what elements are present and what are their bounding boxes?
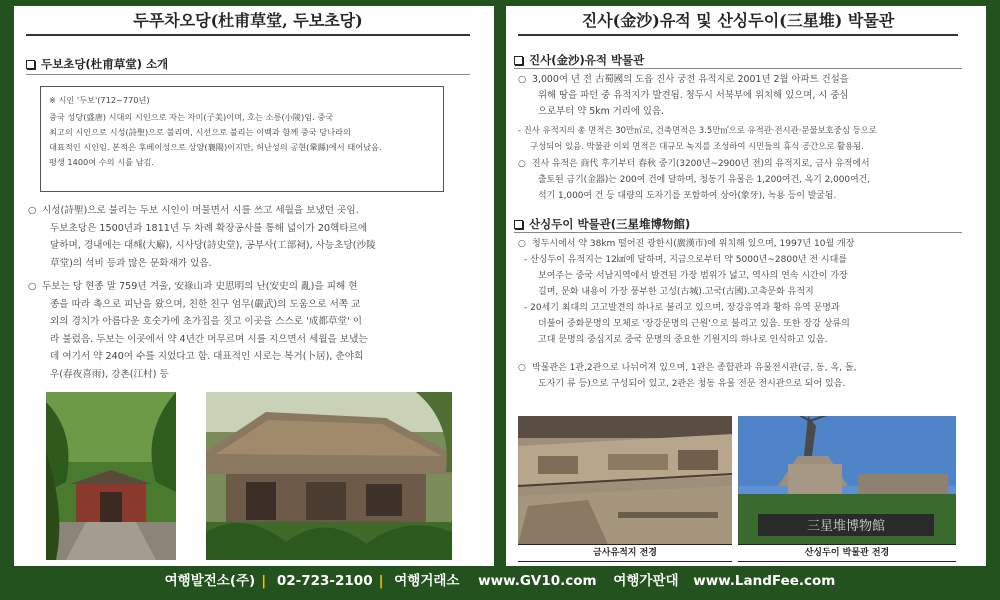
checkbox-square-icon bbox=[514, 220, 523, 229]
info-line: 평생 1400여 수의 시를 남김. bbox=[49, 157, 155, 167]
info-line: 대표적인 시인임. 본적은 후베이성으로 상양(襄陽)이지만, 허난성의 공현(鞏縣)에서 태어났음. bbox=[49, 142, 382, 152]
left-title: 두푸차오당(杜甫草堂, 두보초당) bbox=[26, 6, 470, 36]
footer-phone: 02-723-2100 bbox=[276, 573, 373, 589]
footer-separator: | bbox=[378, 573, 384, 589]
footer-company: 여행발전소(주) bbox=[164, 573, 256, 589]
footer-market: 여행가판대 bbox=[613, 573, 679, 589]
photo-jinsha-site bbox=[518, 416, 732, 544]
museum-sign-text: 三星堆博物館 bbox=[806, 519, 886, 534]
footer-agency: 여행거래소 bbox=[394, 573, 460, 589]
section-heading-dubo bbox=[26, 56, 168, 72]
right-panel bbox=[506, 6, 986, 566]
paragraph-sanxingdui-2: ○ 박물관은 1관,2관으로 나뉘어져 있으며, 1관은 종합관과 유물전시관(금, 동, 옥, 돌, 도자기 류 등)으로 구성되어 있고, 2관은 청동 유물 전문 전시관으로 되어 있음. bbox=[518, 363, 857, 389]
section-heading-jinsha bbox=[514, 52, 644, 68]
caption-jinsha: 금사유적지 전경 bbox=[518, 544, 732, 562]
section-heading-text: 두보초당(杜甫草堂) 소개 bbox=[41, 57, 169, 71]
checkbox-square-icon bbox=[514, 56, 523, 65]
divider bbox=[514, 232, 962, 233]
paragraph-dubo-1: ○ 시성(詩聖)으로 불리는 두보 시인이 머물면서 시를 쓰고 세월을 보냈던 곳임. 두보초당은 1500년과 1811년 두 차례 확장공사를 통해 넓이가 20헥타르에 달하며, 경내에는 대해(大廨), 시사당(詩史堂), 공부사(工部祠), 사능초당(沙陵 草堂)의 석비 등과 많은 문화재가 있음. bbox=[28, 205, 376, 269]
left-panel bbox=[14, 6, 494, 566]
paragraph-sanxingdui-1: ○ 청두시에서 약 38km 떨어진 광한시(廣漢市)에 위치해 있으며, 1997년 10월 개장 - 산싱두이 유적지는 12㎢에 달하며, 지금으로부터 약 5000년~2800년 전 시대를 보여주는 중국 서남지역에서 발견된 가장 범위가 넓고, 역사의 연속 시간이 가장 길며, 문화 내용이 가장 풍부한 고성(古城).고국(古國).고촉문화 유적지 - 20세기 최대의 고고발견의 하나로 불리고 있으며, 장강유역과 황하 유역 문명과 더불어 중화문명의 모체로 '장강문명의 근원'으로 불리고 있음. 또한 장강 상류의 고대 문명의 중심지로 중국 문명의 중요한 기원지의 하나로 인식하고 있음. bbox=[518, 239, 855, 345]
divider bbox=[26, 74, 470, 75]
info-line: ※ 시인 '두보'(712~770년) bbox=[49, 95, 150, 105]
footer-separator: | bbox=[261, 573, 267, 589]
poet-info-box bbox=[40, 86, 444, 192]
section-heading-sanxingdui bbox=[514, 216, 690, 232]
right-title: 진사(金沙)유적 및 산싱두이(三星堆) 박물관 bbox=[518, 6, 958, 36]
photo-dubo-gate bbox=[46, 392, 176, 560]
footer-bar bbox=[0, 568, 1000, 600]
checkbox-square-icon bbox=[26, 60, 35, 69]
caption-sanxingdui: 산싱두이 박물관 전경 bbox=[738, 544, 956, 562]
section-heading-text: 진사(金沙)유적 박물관 bbox=[529, 53, 645, 67]
footer-link-gv10[interactable]: www.GV10.com bbox=[478, 573, 597, 589]
info-line: 중국 성당(盛唐) 시대의 시인으로 자는 자미(子美)이며, 호는 소릉(小陵)임. 중국 bbox=[49, 112, 334, 122]
photo-sanxingdui-museum bbox=[738, 416, 956, 544]
photo-dubo-thatched-house bbox=[206, 392, 452, 560]
paragraph-jinsha-2: - 진사 유적지의 총 면적은 30만㎡로, 건축면적은 3.5만㎡으로 유적관·전시관·문물보호중심 등으로 구성되어 있음. 박물관 이외 면적은 대규모 녹지를 조성하여 시민들의 휴식 공간으로 활용됨. bbox=[518, 125, 877, 151]
paragraph-jinsha-1: ○ 3,000여 년 전 古蜀國의 도읍 진사 궁전 유적지로 2001년 2월 아파트 건설을 위해 땅을 파던 중 유적지가 발견됨. 청두시 서북부에 위치해 있으며, 시 중심 으로부터 약 5km 거리에 있음. bbox=[518, 74, 849, 117]
divider bbox=[514, 68, 962, 69]
paragraph-dubo-2: ○ 두보는 당 현종 말 759년 겨울, 安祿山과 史思明의 난(安史의 亂)을 피해 현 종을 따라 촉으로 피난을 왔으며, 친한 친구 엄무(嚴武)의 도움으로 서쪽 교 외의 경치가 아름다운 호숫가에 초가집을 짓고 이곳을 스스로 '成都草堂' 이 라 불렀음. 두보는 이곳에서 약 4년간 머무르며 시를 지으면서 세월을 보냈는 데 여기서 약 240여 수를 지었다고 함. 대표적인 시로는 복거(卜居), 춘야희 우(春夜喜雨), 강촌(江村) 등 bbox=[28, 281, 368, 380]
info-line: 최고의 시인으로 시성(詩聖)으로 불리며, 시선으로 불리는 이백과 함께 중국 당나라의 bbox=[49, 127, 351, 137]
section-heading-text: 산싱두이 박물관(三星堆博物館) bbox=[529, 217, 691, 231]
paragraph-jinsha-3: ○ 진사 유적은 商代 후기부터 春秋 중기(3200년~2900년 전)의 유적지로, 금사 유적에서 출토된 금기(金器)는 200여 건에 달하며, 청동기 유물은 1,200여건, 옥기 2,000여건, 석기 1,000여 건 등 대량의 도자기를 포함하여 상아(象牙), 녹용 등이 발굴됨. bbox=[518, 159, 871, 201]
footer-link-landfee[interactable]: www.LandFee.com bbox=[693, 573, 836, 589]
